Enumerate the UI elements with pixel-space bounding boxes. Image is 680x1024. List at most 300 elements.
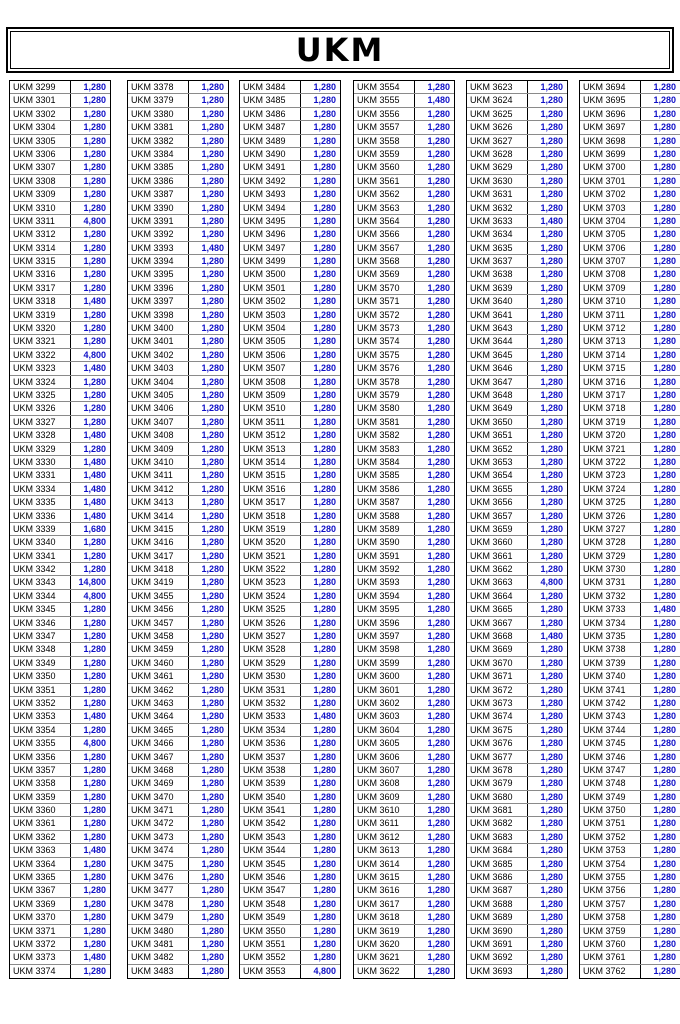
table-row	[128, 188, 228, 201]
item-price: 1,280	[313, 751, 336, 762]
item-price: 1,480	[653, 604, 676, 615]
table-row	[10, 389, 110, 402]
table-row	[240, 938, 340, 951]
item-price: 1,280	[653, 363, 676, 374]
item-price: 1,280	[427, 617, 450, 628]
table-row	[128, 951, 228, 964]
item-price: 1,280	[201, 189, 224, 200]
item-code: UKM 3625	[467, 108, 528, 120]
table-row	[10, 563, 110, 576]
item-code: UKM 3757	[580, 898, 641, 910]
item-price: 1,280	[313, 898, 336, 909]
table-row	[128, 202, 228, 215]
table-row	[467, 362, 567, 375]
table-row	[240, 724, 340, 737]
table-row	[240, 242, 340, 255]
table-row	[240, 469, 340, 482]
table-row	[467, 550, 567, 563]
item-price: 1,280	[540, 82, 563, 92]
table-row	[354, 643, 454, 656]
item-price: 1,280	[83, 671, 106, 682]
item-code: UKM 3685	[467, 858, 528, 870]
item-price: 1,280	[540, 764, 563, 775]
item-price: 1,280	[83, 376, 106, 387]
item-price: 1,280	[313, 912, 336, 923]
item-price: 1,280	[313, 684, 336, 695]
table-row	[354, 402, 454, 415]
item-code: UKM 3309	[10, 188, 71, 200]
table-row	[580, 121, 680, 134]
item-price: 1,280	[427, 644, 450, 655]
item-price: 1,280	[540, 376, 563, 387]
item-price: 1,280	[540, 697, 563, 708]
table-row	[580, 255, 680, 268]
item-price: 1,280	[201, 604, 224, 615]
table-row	[354, 121, 454, 134]
item-price: 1,280	[653, 229, 676, 240]
table-row	[128, 349, 228, 362]
item-code: UKM 3747	[580, 764, 641, 776]
item-price: 1,280	[313, 564, 336, 575]
item-code: UKM 3695	[580, 94, 641, 106]
item-price: 1,280	[83, 108, 106, 119]
table-row	[128, 576, 228, 589]
item-code: UKM 3307	[10, 161, 71, 173]
item-code: UKM 3410	[128, 456, 189, 468]
item-code: UKM 3512	[240, 429, 301, 441]
item-code: UKM 3406	[128, 402, 189, 414]
table-row	[128, 670, 228, 683]
table-row	[128, 362, 228, 375]
item-price: 1,280	[201, 898, 224, 909]
item-code: UKM 3740	[580, 670, 641, 682]
item-price: 1,280	[653, 336, 676, 347]
item-price: 1,280	[427, 269, 450, 280]
table-row	[128, 81, 228, 94]
table-row	[10, 510, 110, 523]
item-price: 1,280	[83, 336, 106, 347]
item-price: 1,280	[83, 885, 106, 896]
item-price: 1,480	[540, 631, 563, 642]
item-code: UKM 3367	[10, 884, 71, 896]
item-code: UKM 3551	[240, 938, 301, 950]
item-code: UKM 3669	[467, 643, 528, 655]
table-row	[467, 884, 567, 897]
item-code: UKM 3328	[10, 429, 71, 441]
item-code: UKM 3613	[354, 844, 415, 856]
item-code: UKM 3594	[354, 590, 415, 602]
item-code: UKM 3748	[580, 777, 641, 789]
table-row	[354, 175, 454, 188]
item-price: 1,280	[653, 590, 676, 601]
item-price: 1,480	[540, 215, 563, 226]
item-price: 1,280	[540, 590, 563, 601]
item-code: UKM 3672	[467, 684, 528, 696]
table-row	[580, 335, 680, 348]
item-code: UKM 3322	[10, 349, 71, 361]
table-row	[467, 295, 567, 308]
table-row	[580, 202, 680, 215]
table-row	[467, 643, 567, 656]
item-price: 1,280	[427, 523, 450, 534]
item-code: UKM 3646	[467, 362, 528, 374]
table-row	[128, 791, 228, 804]
item-code: UKM 3504	[240, 322, 301, 334]
item-code: UKM 3472	[128, 817, 189, 829]
item-price: 1,280	[313, 550, 336, 561]
item-price: 1,280	[313, 95, 336, 106]
item-code: UKM 3597	[354, 630, 415, 642]
table-row	[467, 161, 567, 174]
table-row	[10, 376, 110, 389]
item-price: 1,280	[83, 898, 106, 909]
item-price: 1,280	[540, 724, 563, 735]
item-code: UKM 3719	[580, 416, 641, 428]
item-code: UKM 3401	[128, 335, 189, 347]
item-price: 1,280	[201, 403, 224, 414]
item-code: UKM 3643	[467, 322, 528, 334]
item-code: UKM 3595	[354, 603, 415, 615]
item-code: UKM 3481	[128, 938, 189, 950]
title-banner	[6, 27, 674, 73]
item-code: UKM 3386	[128, 175, 189, 187]
item-code: UKM 3526	[240, 617, 301, 629]
item-price: 1,280	[540, 738, 563, 749]
item-code: UKM 3561	[354, 175, 415, 187]
item-price: 1,280	[83, 751, 106, 762]
item-code: UKM 3509	[240, 389, 301, 401]
item-code: UKM 3712	[580, 322, 641, 334]
item-price: 1,280	[313, 215, 336, 226]
table-row	[10, 925, 110, 938]
table-row	[128, 416, 228, 429]
table-row	[128, 817, 228, 830]
table-row	[240, 817, 340, 830]
item-code: UKM 3761	[580, 951, 641, 963]
item-price: 1,280	[201, 831, 224, 842]
item-price: 1,280	[83, 389, 106, 400]
item-code: UKM 3514	[240, 456, 301, 468]
item-code: UKM 3582	[354, 429, 415, 441]
item-code: UKM 3373	[10, 951, 71, 963]
item-price: 1,280	[653, 684, 676, 695]
item-price: 1,280	[313, 791, 336, 802]
table-row	[580, 657, 680, 670]
item-price: 1,280	[427, 309, 450, 320]
table-row	[580, 884, 680, 897]
item-price: 1,280	[540, 510, 563, 521]
table-row	[240, 576, 340, 589]
item-code: UKM 3659	[467, 523, 528, 535]
item-price: 1,280	[427, 483, 450, 494]
table-row	[580, 469, 680, 482]
item-price: 1,280	[313, 724, 336, 735]
table-row	[354, 376, 454, 389]
table-row	[240, 429, 340, 442]
item-price: 1,280	[313, 376, 336, 387]
item-code: UKM 3417	[128, 550, 189, 562]
item-code: UKM 3629	[467, 161, 528, 173]
table-row	[467, 911, 567, 924]
item-code: UKM 3623	[467, 81, 528, 93]
table-row	[10, 576, 110, 589]
item-code: UKM 3364	[10, 858, 71, 870]
table-row	[128, 965, 228, 978]
item-code: UKM 3497	[240, 242, 301, 254]
item-code: UKM 3667	[467, 617, 528, 629]
item-code: UKM 3310	[10, 202, 71, 214]
item-price: 1,280	[540, 885, 563, 896]
item-price: 14,800	[78, 577, 106, 588]
item-code: UKM 3560	[354, 161, 415, 173]
table-row	[580, 617, 680, 630]
item-price: 1,280	[83, 269, 106, 280]
table-row	[580, 791, 680, 804]
item-code: UKM 3400	[128, 322, 189, 334]
table-row	[128, 376, 228, 389]
table-row	[240, 148, 340, 161]
item-code: UKM 3511	[240, 416, 301, 428]
table-row	[467, 751, 567, 764]
table-row	[467, 188, 567, 201]
item-code: UKM 3562	[354, 188, 415, 200]
table-row	[354, 483, 454, 496]
table-row	[354, 657, 454, 670]
item-code: UKM 3724	[580, 483, 641, 495]
item-price: 1,280	[427, 684, 450, 695]
item-price: 1,280	[83, 162, 106, 173]
item-code: UKM 3703	[580, 202, 641, 214]
item-price: 1,480	[83, 711, 106, 722]
item-code: UKM 3657	[467, 510, 528, 522]
table-row	[128, 389, 228, 402]
table-row	[467, 135, 567, 148]
item-price: 1,280	[653, 644, 676, 655]
item-code: UKM 3647	[467, 376, 528, 388]
item-code: UKM 3563	[354, 202, 415, 214]
item-code: UKM 3325	[10, 389, 71, 401]
item-price: 1,280	[313, 590, 336, 601]
item-price: 1,280	[653, 376, 676, 387]
item-code: UKM 3721	[580, 443, 641, 455]
table-row	[10, 603, 110, 616]
item-code: UKM 3471	[128, 804, 189, 816]
item-price: 1,280	[201, 95, 224, 106]
table-row	[10, 536, 110, 549]
table-row	[354, 911, 454, 924]
item-code: UKM 3460	[128, 657, 189, 669]
item-price: 1,280	[83, 242, 106, 253]
table-row	[467, 389, 567, 402]
item-price: 1,280	[201, 697, 224, 708]
item-price: 1,280	[653, 858, 676, 869]
item-code: UKM 3356	[10, 751, 71, 763]
table-row	[467, 175, 567, 188]
table-row	[354, 94, 454, 107]
table-row	[467, 670, 567, 683]
item-price: 1,280	[313, 818, 336, 829]
item-price: 1,280	[540, 162, 563, 173]
item-price: 1,280	[427, 939, 450, 949]
item-price: 1,280	[201, 483, 224, 494]
item-code: UKM 3611	[354, 817, 415, 829]
table-row	[580, 94, 680, 107]
item-code: UKM 3620	[354, 938, 415, 950]
item-code: UKM 3696	[580, 108, 641, 120]
item-price: 1,280	[427, 845, 450, 856]
item-price: 1,280	[201, 671, 224, 682]
item-code: UKM 3722	[580, 456, 641, 468]
item-code: UKM 3619	[354, 925, 415, 937]
table-row	[467, 523, 567, 536]
item-code: UKM 3493	[240, 188, 301, 200]
table-row	[128, 456, 228, 469]
item-code: UKM 3714	[580, 349, 641, 361]
item-price: 1,280	[83, 965, 106, 976]
item-code: UKM 3732	[580, 590, 641, 602]
item-code: UKM 3341	[10, 550, 71, 562]
item-code: UKM 3663	[467, 576, 528, 588]
item-price: 1,280	[653, 952, 676, 963]
table-row	[580, 563, 680, 576]
item-code: UKM 3689	[467, 911, 528, 923]
item-price: 1,280	[540, 497, 563, 508]
item-price: 1,280	[540, 711, 563, 722]
item-code: UKM 3751	[580, 817, 641, 829]
item-code: UKM 3500	[240, 268, 301, 280]
table-row	[467, 764, 567, 777]
item-code: UKM 3735	[580, 630, 641, 642]
table-row	[240, 322, 340, 335]
item-code: UKM 3545	[240, 858, 301, 870]
item-code: UKM 3610	[354, 804, 415, 816]
item-price: 1,280	[201, 349, 224, 360]
table-row	[10, 268, 110, 281]
item-code: UKM 3466	[128, 737, 189, 749]
item-price: 1,280	[653, 95, 676, 106]
item-price: 1,280	[313, 162, 336, 173]
item-code: UKM 3469	[128, 777, 189, 789]
table-row	[354, 523, 454, 536]
table-row	[354, 898, 454, 911]
table-row	[240, 550, 340, 563]
table-row	[240, 777, 340, 790]
item-code: UKM 3716	[580, 376, 641, 388]
item-price: 1,280	[201, 872, 224, 883]
table-row	[580, 456, 680, 469]
item-code: UKM 3510	[240, 402, 301, 414]
table-row	[354, 791, 454, 804]
table-row	[10, 844, 110, 857]
table-row	[128, 121, 228, 134]
item-price: 1,280	[540, 952, 563, 963]
item-price: 1,280	[83, 256, 106, 267]
table-row	[467, 376, 567, 389]
item-code: UKM 3492	[240, 175, 301, 187]
table-row	[354, 456, 454, 469]
item-code: UKM 3362	[10, 831, 71, 843]
table-row	[128, 831, 228, 844]
item-code: UKM 3648	[467, 389, 528, 401]
item-code: UKM 3601	[354, 684, 415, 696]
item-price: 1,280	[540, 242, 563, 253]
item-code: UKM 3340	[10, 536, 71, 548]
item-code: UKM 3555	[354, 94, 415, 106]
item-price: 1,280	[427, 671, 450, 682]
table-row	[10, 309, 110, 322]
table-row	[10, 282, 110, 295]
table-row	[580, 550, 680, 563]
item-price: 1,280	[427, 697, 450, 708]
item-price: 1,280	[540, 108, 563, 119]
table-row	[580, 925, 680, 938]
item-code: UKM 3515	[240, 469, 301, 481]
table-row	[10, 884, 110, 897]
table-row	[467, 94, 567, 107]
item-price: 1,280	[653, 148, 676, 159]
item-code: UKM 3618	[354, 911, 415, 923]
table-row	[240, 202, 340, 215]
item-price: 1,280	[201, 925, 224, 936]
item-price: 1,280	[427, 564, 450, 575]
item-price: 1,280	[427, 510, 450, 521]
table-row	[240, 911, 340, 924]
table-row	[128, 804, 228, 817]
table-row	[240, 590, 340, 603]
item-code: UKM 3758	[580, 911, 641, 923]
item-code: UKM 3522	[240, 563, 301, 575]
item-code: UKM 3709	[580, 282, 641, 294]
table-row	[580, 590, 680, 603]
item-code: UKM 3606	[354, 751, 415, 763]
item-code: UKM 3302	[10, 108, 71, 120]
item-price: 1,280	[540, 831, 563, 842]
item-price: 1,280	[540, 965, 563, 976]
item-price: 1,280	[427, 764, 450, 775]
item-code: UKM 3319	[10, 309, 71, 321]
item-code: UKM 3393	[128, 242, 189, 254]
item-code: UKM 3557	[354, 121, 415, 133]
item-code: UKM 3519	[240, 523, 301, 535]
item-price: 1,280	[427, 175, 450, 186]
item-price: 1,280	[653, 416, 676, 427]
table-row	[10, 911, 110, 924]
price-column-6	[579, 80, 680, 979]
item-price: 1,280	[201, 323, 224, 334]
table-row	[467, 724, 567, 737]
item-code: UKM 3458	[128, 630, 189, 642]
item-code: UKM 3607	[354, 764, 415, 776]
item-price: 1,280	[313, 403, 336, 414]
item-price: 1,280	[540, 818, 563, 829]
table-row	[467, 925, 567, 938]
table-row	[128, 737, 228, 750]
item-price: 1,280	[83, 122, 106, 133]
item-price: 1,280	[653, 550, 676, 561]
table-row	[10, 175, 110, 188]
table-row	[354, 684, 454, 697]
item-code: UKM 3335	[10, 496, 71, 508]
item-code: UKM 3711	[580, 309, 641, 321]
table-row	[467, 710, 567, 723]
item-code: UKM 3580	[354, 402, 415, 414]
table-row	[240, 161, 340, 174]
item-price: 1,280	[427, 965, 450, 976]
item-code: UKM 3605	[354, 737, 415, 749]
item-code: UKM 3518	[240, 510, 301, 522]
table-row	[10, 898, 110, 911]
item-price: 1,280	[313, 577, 336, 588]
